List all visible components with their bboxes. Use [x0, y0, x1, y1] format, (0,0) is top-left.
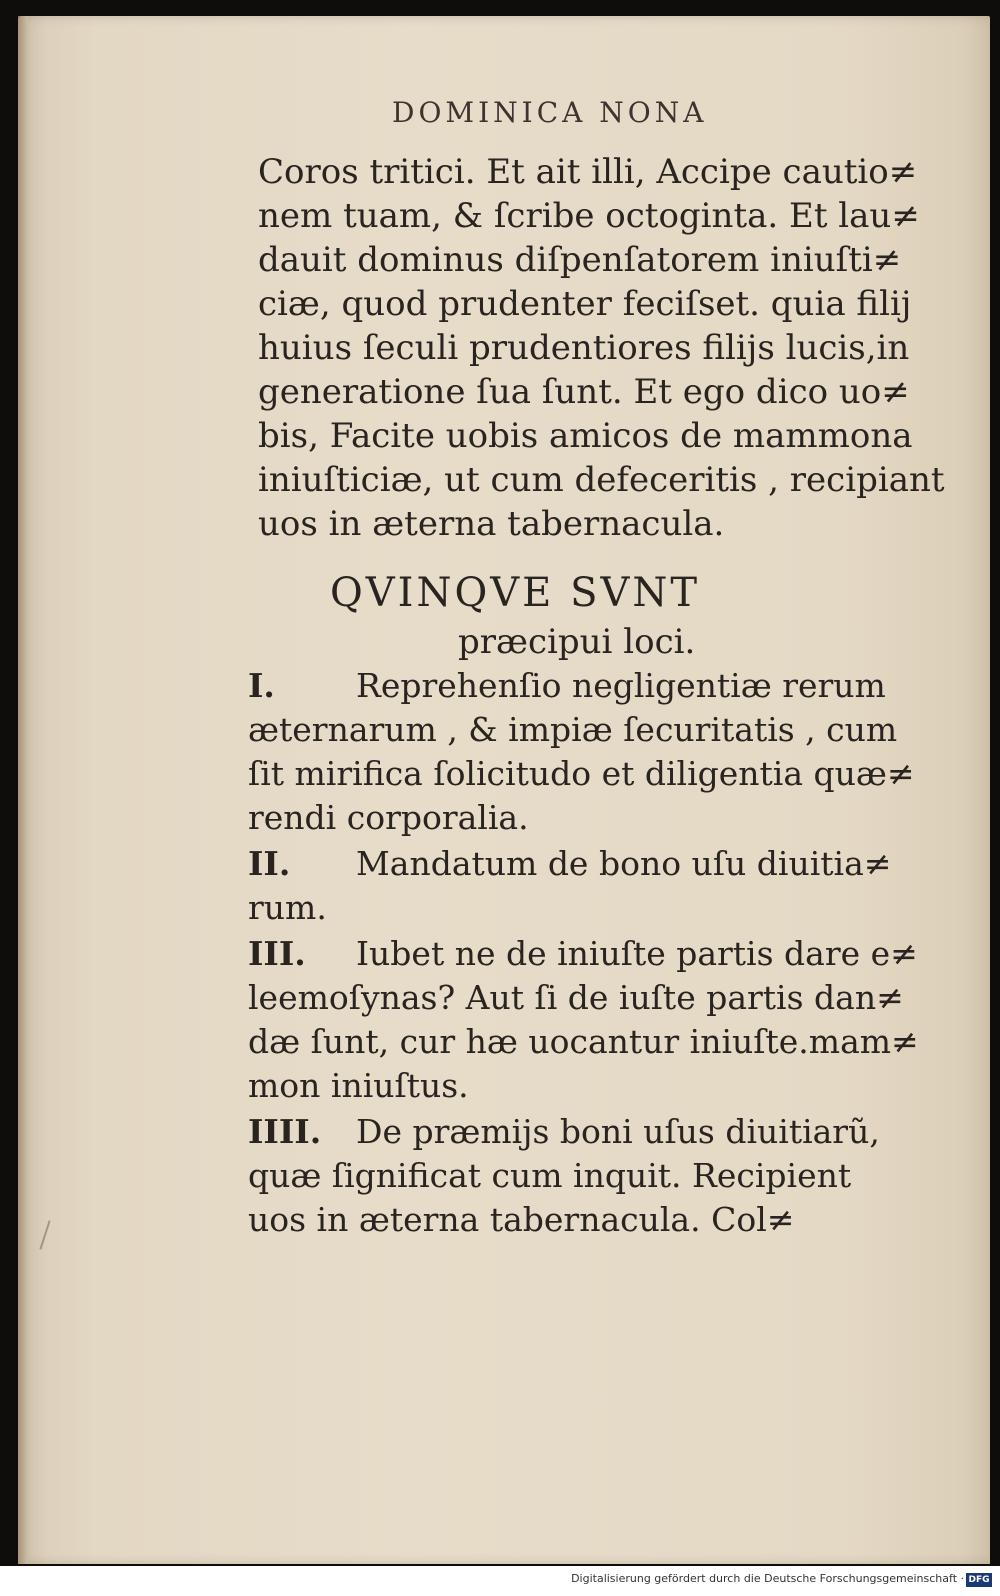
item-numeral: I. [248, 666, 275, 705]
item-line: Iubet ne de iniuſte partis dare e≠ [356, 934, 918, 973]
item-line: quæ ſignificat cum inquit. Recipient [248, 1156, 852, 1195]
body-line: huius ſeculi prudentiores filijs lucis,in [258, 328, 910, 368]
body-line: uos in æterna tabernacula. [258, 504, 725, 544]
item-line: rendi corporalia. [248, 798, 529, 837]
body-text [258, 150, 945, 546]
item-line: leemoſynas? Aut ſi de iuſte partis dan≠ [248, 978, 904, 1017]
item-line: uos in æterna tabernacula. Col≠ [248, 1200, 795, 1239]
item-numeral: III. [248, 934, 306, 973]
item-line: Reprehenſio negligentiæ rerum [356, 666, 886, 705]
body-line: iniuſticiæ, ut cum defeceritis , recipiant [258, 460, 945, 500]
body-line: dauit dominus diſpenſatorem iniuſti≠ [258, 240, 902, 280]
section-subtitle: præcipui loci. [458, 622, 696, 662]
list-item [248, 932, 928, 1108]
body-line: nem tuam, & ſcribe octoginta. Et lau≠ [258, 196, 920, 236]
digitization-credit: Digitalisierung gefördert durch die Deutsche Forschungsgemeinschaft · [571, 1572, 964, 1585]
item-line: ſit mirifica ſolicitudo et diligentia quæ≠ [248, 754, 915, 793]
body-line: generatione ſua ſunt. Et ego dico uo≠ [258, 372, 910, 412]
dfg-logo: DFG [966, 1573, 992, 1587]
item-numeral: II. [248, 844, 291, 883]
list-item [248, 664, 928, 840]
item-line: rum. [248, 888, 327, 927]
item-line: Mandatum de bono uſu diuitia≠ [356, 844, 892, 883]
body-line: bis, Facite uobis amicos de mammona [258, 416, 913, 456]
body-line: Coros tritici. Et ait illi, Accipe cautio≠ [258, 152, 918, 192]
list-item [248, 842, 928, 930]
section-title: QVINQVE SVNT [330, 570, 701, 616]
numbered-list [248, 664, 928, 1244]
item-line: æternarum , & impiæ ſecuritatis , cum [248, 710, 898, 749]
list-item [248, 1110, 928, 1242]
body-line: ciæ, quod prudenter feciſset. quia filij [258, 284, 912, 324]
item-line: dæ ſunt, cur hæ uocantur iniuſte.mam≠ [248, 1022, 919, 1061]
running-title: DOMINICA NONA [392, 96, 708, 129]
page-binding-edge [18, 16, 28, 1564]
item-numeral: IIII. [248, 1112, 322, 1151]
item-line: mon iniuſtus. [248, 1066, 469, 1105]
item-line: De præmijs boni uſus diuitiarũ, [356, 1112, 880, 1151]
